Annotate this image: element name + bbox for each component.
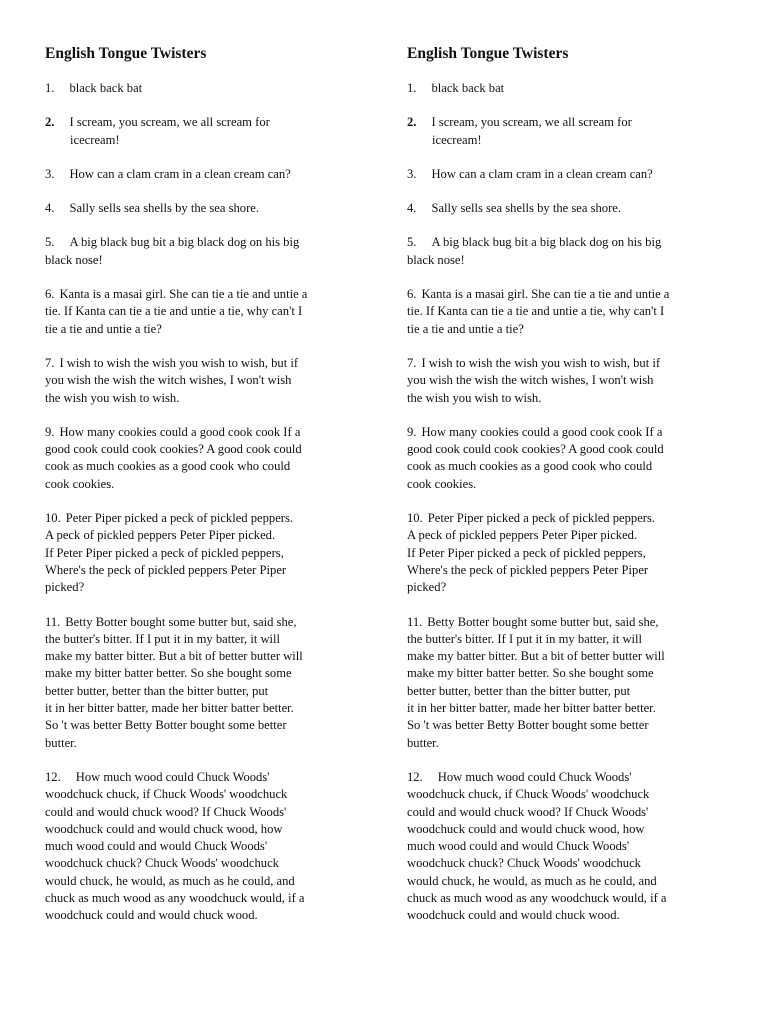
twister-line — [407, 907, 732, 924]
tongue-twister-item — [45, 234, 370, 269]
twister-number: 10. — [407, 511, 423, 526]
twister-line — [407, 234, 732, 251]
twister-line — [45, 786, 370, 803]
twister-text: Betty Botter bought some butter but, said she, — [65, 614, 297, 629]
twister-line — [407, 562, 732, 579]
twister-line — [407, 855, 732, 872]
twister-line — [45, 838, 370, 855]
twister-line — [407, 631, 732, 648]
twister-text: black nose! — [45, 252, 103, 267]
tongue-twister-item — [407, 355, 732, 407]
twister-line — [45, 458, 370, 475]
twister-text: better butter, better than the bitter butter, put — [45, 683, 269, 698]
twister-text: it in her bitter batter, made her bitter batter better. — [45, 701, 294, 716]
twister-text: black back bat — [69, 81, 143, 95]
twister-text: cook as much cookies as a good cook who could — [45, 459, 291, 474]
twister-text: the butter's bitter. If I put it in my batter, it will — [407, 631, 643, 646]
twister-text: butter. — [407, 735, 439, 750]
tongue-twister-item — [407, 166, 732, 183]
twister-line — [45, 252, 370, 269]
twister-number: 7. — [45, 355, 55, 370]
tongue-twister-item — [407, 510, 732, 596]
twister-line — [407, 166, 732, 183]
twister-text: icecream! — [432, 132, 482, 147]
twister-text: chuck as much wood as any woodchuck would, if a — [45, 890, 305, 905]
twister-text: picked? — [407, 580, 447, 595]
tongue-twister-item — [407, 200, 732, 217]
twister-text: woodchuck chuck, if Chuck Woods' woodchuck — [407, 787, 650, 802]
twister-line — [45, 200, 370, 217]
twister-text: woodchuck could and would chuck wood. — [45, 908, 258, 923]
twister-line — [407, 873, 732, 890]
twister-number: 3. — [45, 166, 55, 181]
twister-text: Kanta is a masai girl. She can tie a tie and untie a — [421, 287, 670, 302]
twister-text: the wish you wish to wish. — [45, 390, 180, 405]
twister-line — [45, 717, 370, 734]
twister-line — [407, 80, 732, 97]
twister-number: 1. — [45, 81, 55, 95]
twister-text: A peck of pickled peppers Peter Piper picked. — [407, 528, 638, 543]
twister-text: tie. If Kanta can tie a tie and untie a tie, why can't I — [45, 304, 303, 319]
twister-line — [45, 545, 370, 562]
twister-line — [407, 665, 732, 682]
twister-number: 5. — [45, 235, 55, 250]
twister-line — [45, 390, 370, 407]
twister-line — [407, 683, 732, 700]
twister-number: 5. — [407, 235, 417, 250]
twister-text: better butter, better than the bitter butter, put — [407, 683, 631, 698]
twister-line — [407, 821, 732, 838]
twister-text: If Peter Piper picked a peck of pickled peppers, — [45, 545, 284, 560]
twister-text: tie a tie and untie a tie? — [45, 321, 162, 336]
twister-line — [407, 786, 732, 803]
tongue-twister-item — [45, 200, 370, 217]
twister-line — [407, 769, 732, 786]
twister-line — [45, 769, 370, 786]
twister-line — [45, 166, 370, 183]
twister-number: 11. — [407, 614, 423, 629]
twister-line — [45, 234, 370, 251]
twister-text: the wish you wish to wish. — [407, 390, 542, 405]
twister-line — [407, 527, 732, 544]
twister-text: How much wood could Chuck Woods' — [437, 769, 632, 784]
twister-text: How much wood could Chuck Woods' — [75, 769, 270, 784]
twister-text: How many cookies could a good cook cook If a — [59, 424, 301, 439]
twister-text: it in her bitter batter, made her bitter batter better. — [407, 701, 656, 716]
twister-line — [407, 614, 732, 631]
twister-text: make my bitter batter better. So she bought some — [45, 666, 292, 681]
twister-text: I scream, you scream, we all scream for — [431, 115, 632, 130]
twister-text: A big black bug bit a big black dog on his big — [69, 235, 300, 250]
twister-text: woodchuck could and would chuck wood, how — [45, 821, 283, 836]
twister-line — [45, 665, 370, 682]
twister-text: tie a tie and untie a tie? — [407, 321, 524, 336]
twister-text: woodchuck could and would chuck wood, how — [407, 821, 645, 836]
twister-text: much wood could and would Chuck Woods' — [45, 839, 268, 854]
twister-line — [407, 424, 732, 441]
twister-text: Peter Piper picked a peck of pickled peppers. — [427, 511, 656, 526]
twister-text: good cook could cook cookies? A good cook could — [407, 442, 664, 457]
tongue-twister-item — [45, 614, 370, 752]
twister-line — [407, 286, 732, 303]
twister-text: would chuck, he would, as much as he could, and — [45, 873, 295, 888]
twister-line — [407, 200, 732, 217]
twister-text: I scream, you scream, we all scream for — [69, 115, 270, 130]
twister-line — [45, 510, 370, 527]
tongue-twister-item — [45, 355, 370, 407]
twister-number: 9. — [45, 424, 55, 439]
page-title: English Tongue Twisters — [45, 45, 207, 62]
left-column — [45, 44, 370, 942]
tongue-twister-item — [407, 424, 732, 493]
twister-number: 3. — [407, 166, 417, 181]
twister-line — [45, 80, 370, 97]
tongue-twister-item — [407, 114, 732, 149]
twister-line — [45, 683, 370, 700]
twister-line — [45, 648, 370, 665]
twister-number: 10. — [45, 511, 61, 526]
twister-line — [407, 545, 732, 562]
twister-line — [45, 873, 370, 890]
tongue-twister-item — [45, 166, 370, 183]
twister-text: Sally sells sea shells by the sea shore. — [431, 201, 622, 216]
twister-line — [407, 579, 732, 596]
twister-number: 7. — [407, 355, 417, 370]
tongue-twister-item — [45, 424, 370, 493]
twister-line — [45, 303, 370, 320]
twister-number: 4. — [45, 201, 55, 216]
twister-line — [45, 855, 370, 872]
twister-text: How many cookies could a good cook cook If a — [421, 424, 663, 439]
twister-text: icecream! — [70, 132, 120, 147]
twister-line — [45, 321, 370, 338]
twister-text: make my bitter batter better. So she bought some — [407, 666, 654, 681]
twister-number: 1. — [407, 81, 417, 95]
twister-text: good cook could cook cookies? A good cook could — [45, 442, 302, 457]
twister-text: tie. If Kanta can tie a tie and untie a tie, why can't I — [407, 304, 665, 319]
twister-line — [407, 476, 732, 493]
twister-line — [407, 252, 732, 269]
twister-list — [45, 80, 370, 925]
twister-line — [45, 700, 370, 717]
twister-text: cook cookies. — [45, 476, 115, 491]
right-column — [407, 44, 732, 942]
twister-text: Kanta is a masai girl. She can tie a tie and untie a — [59, 287, 308, 302]
twister-line — [45, 735, 370, 752]
twister-line — [407, 303, 732, 320]
twister-text: A big black bug bit a big black dog on his big — [431, 235, 662, 250]
twister-text: How can a clam cram in a clean cream can? — [69, 166, 291, 181]
twister-line — [407, 132, 732, 149]
twister-text: So 't was better Betty Botter bought some better — [45, 718, 287, 733]
twister-line — [407, 735, 732, 752]
tongue-twister-item — [45, 80, 370, 97]
twister-number: 9. — [407, 424, 417, 439]
twister-line — [407, 804, 732, 821]
twister-line — [407, 458, 732, 475]
tongue-twister-item — [45, 286, 370, 338]
twister-line — [407, 510, 732, 527]
twister-text: you wish the wish the witch wishes, I won't wish — [407, 373, 654, 388]
twister-line — [45, 614, 370, 631]
twister-number: 6. — [45, 287, 55, 302]
twister-text: Sally sells sea shells by the sea shore. — [69, 201, 260, 216]
twister-text: Peter Piper picked a peck of pickled peppers. — [65, 511, 294, 526]
twister-text: much wood could and would Chuck Woods' — [407, 839, 630, 854]
tongue-twister-item — [407, 286, 732, 338]
twister-text: Where's the peck of pickled peppers Peter Piper — [45, 562, 287, 577]
twister-line — [407, 717, 732, 734]
twister-text: would chuck, he would, as much as he could, and — [407, 873, 657, 888]
twister-line — [45, 907, 370, 924]
twister-text: How can a clam cram in a clean cream can? — [431, 166, 653, 181]
twister-line — [45, 132, 370, 149]
twister-line — [407, 114, 732, 131]
twister-text: could and would chuck wood? If Chuck Woods' — [45, 804, 287, 819]
twister-line — [407, 648, 732, 665]
twister-text: chuck as much wood as any woodchuck would, if a — [407, 890, 667, 905]
twister-line — [45, 355, 370, 372]
twister-text: make my batter bitter. But a bit of better butter will — [407, 649, 665, 664]
twister-number: 12. — [407, 769, 423, 784]
twister-text: the butter's bitter. If I put it in my batter, it will — [45, 631, 281, 646]
tongue-twister-item — [45, 769, 370, 925]
twister-text: woodchuck could and would chuck wood. — [407, 908, 620, 923]
twister-line — [45, 579, 370, 596]
twister-number: 2. — [45, 115, 55, 130]
tongue-twister-item — [407, 80, 732, 97]
twister-text: make my batter bitter. But a bit of better butter will — [45, 649, 303, 664]
twister-line — [407, 838, 732, 855]
twister-text: picked? — [45, 580, 85, 595]
twister-text: I wish to wish the wish you wish to wish, but if — [421, 355, 661, 370]
page-title-duplicate: English Tongue Twisters — [407, 45, 569, 62]
twister-line — [45, 476, 370, 493]
twister-text: woodchuck chuck, if Chuck Woods' woodchuck — [45, 787, 288, 802]
twister-line — [407, 372, 732, 389]
twister-text: woodchuck chuck? Chuck Woods' woodchuck — [45, 856, 279, 871]
twister-number: 6. — [407, 287, 417, 302]
twister-line — [407, 890, 732, 907]
twister-number: 2. — [407, 115, 417, 130]
twister-text: If Peter Piper picked a peck of pickled peppers, — [407, 545, 646, 560]
twister-text: woodchuck chuck? Chuck Woods' woodchuck — [407, 856, 641, 871]
twister-line — [45, 631, 370, 648]
tongue-twister-item — [45, 510, 370, 596]
twister-text: So 't was better Betty Botter bought some better — [407, 718, 649, 733]
twister-text: butter. — [45, 735, 77, 750]
twister-text: I wish to wish the wish you wish to wish, but if — [59, 355, 299, 370]
twister-line — [407, 321, 732, 338]
twister-line — [45, 286, 370, 303]
twister-line — [407, 700, 732, 717]
twister-line — [45, 114, 370, 131]
twister-text: black back bat — [431, 81, 505, 95]
twister-list — [407, 80, 732, 925]
twister-line — [45, 890, 370, 907]
tongue-twister-item — [407, 769, 732, 925]
twister-text: you wish the wish the witch wishes, I won't wish — [45, 373, 292, 388]
twister-text: cook cookies. — [407, 476, 477, 491]
twister-text: Betty Botter bought some butter but, said she, — [427, 614, 659, 629]
twister-line — [45, 372, 370, 389]
twister-line — [45, 527, 370, 544]
twister-line — [45, 441, 370, 458]
twister-line — [45, 804, 370, 821]
twister-line — [407, 441, 732, 458]
twister-line — [45, 821, 370, 838]
twister-line — [45, 424, 370, 441]
twister-number: 11. — [45, 614, 61, 629]
twister-number: 4. — [407, 201, 417, 216]
twister-text: cook as much cookies as a good cook who could — [407, 459, 653, 474]
twister-number: 12. — [45, 769, 61, 784]
twister-line — [407, 390, 732, 407]
tongue-twister-item — [407, 614, 732, 752]
twister-line — [407, 355, 732, 372]
twister-text: Where's the peck of pickled peppers Peter Piper — [407, 562, 649, 577]
tongue-twister-item — [45, 114, 370, 149]
twister-text: A peck of pickled peppers Peter Piper picked. — [45, 528, 276, 543]
twister-line — [45, 562, 370, 579]
twister-text: black nose! — [407, 252, 465, 267]
twister-text: could and would chuck wood? If Chuck Woods' — [407, 804, 649, 819]
tongue-twister-item — [407, 234, 732, 269]
